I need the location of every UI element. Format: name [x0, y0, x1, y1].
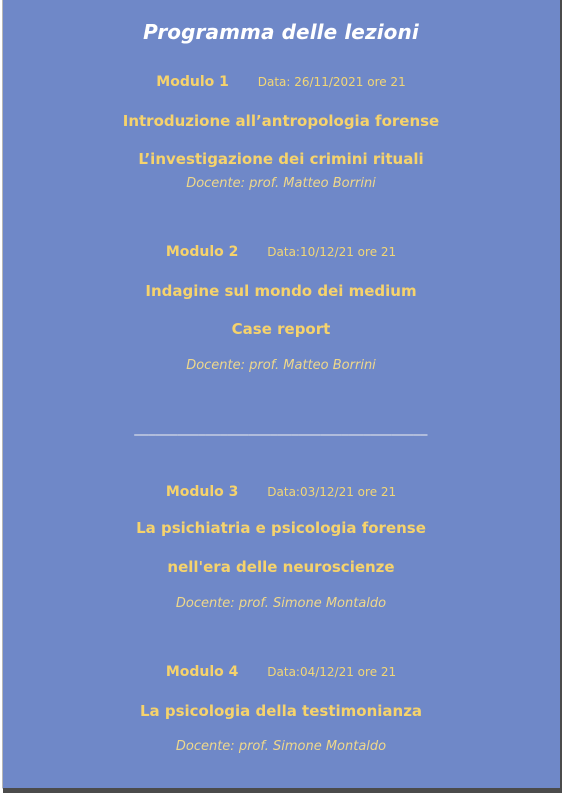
module-2-teacher: Docente: prof. Matteo Borrini — [186, 358, 376, 373]
module-1-topic-2: L’investigazione dei crimini rituali — [138, 150, 424, 168]
module-4-label: Modulo 4 — [165, 664, 239, 680]
page-title: Programma delle lezioni — [143, 20, 419, 44]
module-4-topic-1: La psicologia della testimonianza — [139, 702, 423, 720]
module-4-header — [3, 664, 560, 680]
module-1-date: Data: 26/11/2021 ore 21 — [257, 75, 406, 89]
module-1-label: Modulo 1 — [156, 74, 229, 90]
module-3-teacher: Docente: prof. Simone Montaldo — [175, 596, 387, 611]
module-1-teacher: Docente: prof. Matteo Borrini — [186, 176, 376, 191]
module-4-date: Data:04/12/21 ore 21 — [267, 665, 397, 679]
module-4-teacher: Docente: prof. Simone Montaldo — [175, 739, 387, 754]
module-2-topic-1: Indagine sul mondo dei medium — [145, 282, 417, 300]
document-page — [3, 0, 560, 788]
module-1-topic-1: Introduzione all’antropologia forense — [122, 112, 440, 130]
module-2-topic-2: Case report — [231, 320, 331, 338]
module-2-date: Data:10/12/21 ore 21 — [267, 245, 397, 259]
module-1-header — [3, 74, 560, 90]
module-3-topic-2: nell'era delle neuroscienze — [167, 558, 395, 576]
module-2-header — [3, 244, 560, 260]
module-3-header — [3, 484, 560, 500]
module-3-topic-1: La psichiatria e psicologia forense — [136, 519, 426, 537]
module-2-label: Modulo 2 — [165, 244, 239, 260]
module-3-label: Modulo 3 — [165, 484, 239, 500]
module-3-date: Data:03/12/21 ore 21 — [267, 485, 397, 499]
section-divider: _________________________________________ — [134, 420, 428, 436]
